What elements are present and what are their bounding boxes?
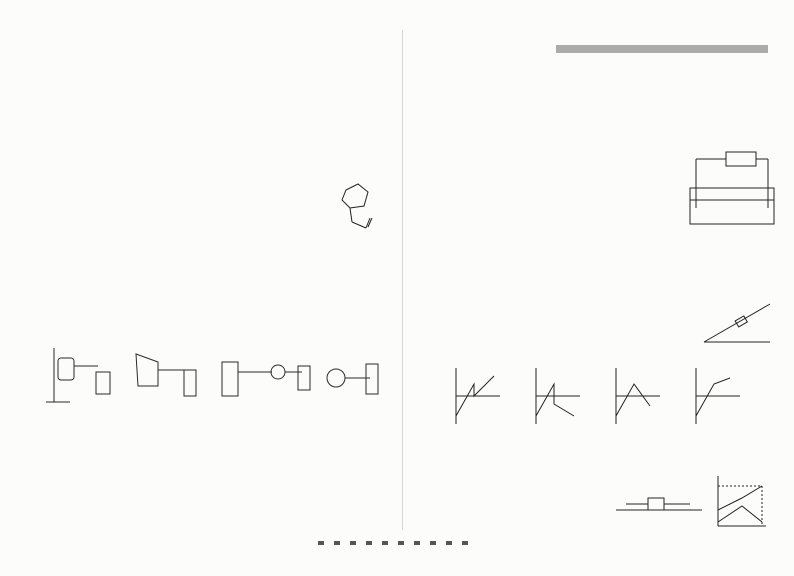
column-separator: [402, 30, 403, 530]
molecule-figure: [326, 180, 382, 242]
footer-dots: [316, 540, 476, 546]
header-strip: [556, 45, 768, 53]
incline-figure: [700, 296, 774, 348]
q14-graphs: [450, 364, 750, 434]
q10-apparatus-figure: [40, 342, 392, 412]
q15-figures: [612, 470, 772, 536]
electrolysis-figure: [686, 148, 776, 238]
